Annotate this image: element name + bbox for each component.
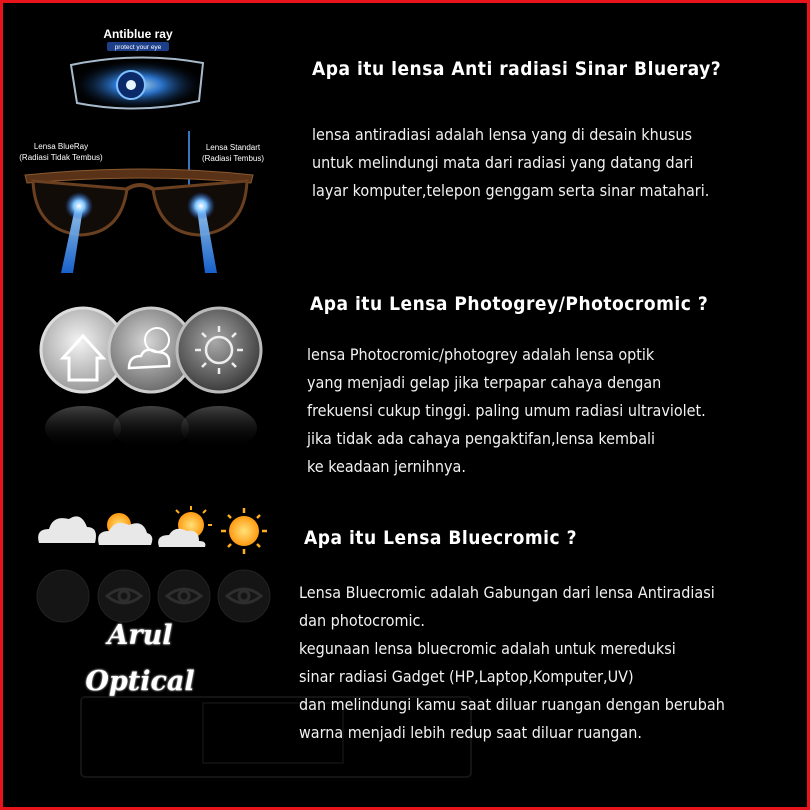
- cloud-sun-icon: [98, 513, 152, 545]
- text-line: Lensa Bluecromic adalah Gabungan dari lensa Antiradiasi: [299, 583, 715, 602]
- brand-line-1: Arul: [107, 620, 173, 651]
- glasses-icon: [25, 169, 253, 235]
- right-label-1: Lensa Standart: [205, 143, 261, 152]
- section1-heading: Apa itu lensa Anti radiasi Sinar Blueray?: [312, 58, 722, 80]
- text-line: warna menjadi lebih redup saat diluar ruangan.: [299, 723, 642, 742]
- glasses-illustration: [3, 3, 293, 283]
- cloud-icon: [38, 516, 96, 543]
- cloud-sun-icon: [158, 506, 212, 547]
- section2-body: [307, 341, 706, 481]
- text-line: lensa antiradiasi adalah lensa yang di desain khusus: [312, 125, 693, 144]
- brand-logo: [65, 613, 215, 705]
- text-line: layar komputer,telepon genggam serta sinar matahari.: [312, 181, 710, 200]
- text-line: ke keadaan jernihnya.: [307, 457, 466, 476]
- section1-body: [312, 121, 709, 205]
- antiblue-sub: protect your eye: [114, 44, 162, 51]
- left-label-2: (Radiasi Tidak Tembus): [19, 153, 103, 162]
- section3-body: [299, 579, 725, 747]
- text-line: lensa Photocromic/photogrey adalah lensa optik: [307, 345, 655, 364]
- text-line: dan photocromic.: [299, 611, 425, 630]
- text-line: frekuensi cukup tinggi. paling umum radiasi ultraviolet.: [307, 401, 706, 420]
- photochromic-lenses-illustration: [33, 288, 273, 453]
- text-line: sinar radiasi Gadget (HP,Laptop,Komputer,UV): [299, 667, 634, 686]
- weather-illustration: [31, 503, 281, 563]
- left-label-1: Lensa BlueRay: [33, 142, 89, 151]
- lens-sun-icon: [177, 308, 261, 392]
- text-line: dan melindungi kamu saat diluar ruangan dengan berubah: [299, 695, 725, 714]
- text-line: kegunaan lensa bluecromic adalah untuk mereduksi: [299, 639, 676, 658]
- text-line: yang menjadi gelap jika terpapar cahaya dengan: [307, 373, 662, 392]
- right-label-2: (Radiasi Tembus): [201, 154, 265, 163]
- brand-line-2: Optical: [85, 666, 195, 697]
- section2-heading: Apa itu Lensa Photogrey/Photocromic ?: [310, 293, 709, 315]
- text-line: jika tidak ada cahaya pengaktifan,lensa kembali: [307, 429, 656, 448]
- text-line: untuk melindungi mata dari radiasi yang datang dari: [312, 153, 694, 172]
- poster: [3, 3, 807, 807]
- section3-heading: Apa itu Lensa Bluecromic ?: [304, 527, 578, 549]
- sun-icon: [221, 508, 267, 554]
- antiblue-title: Antiblue ray: [103, 27, 173, 41]
